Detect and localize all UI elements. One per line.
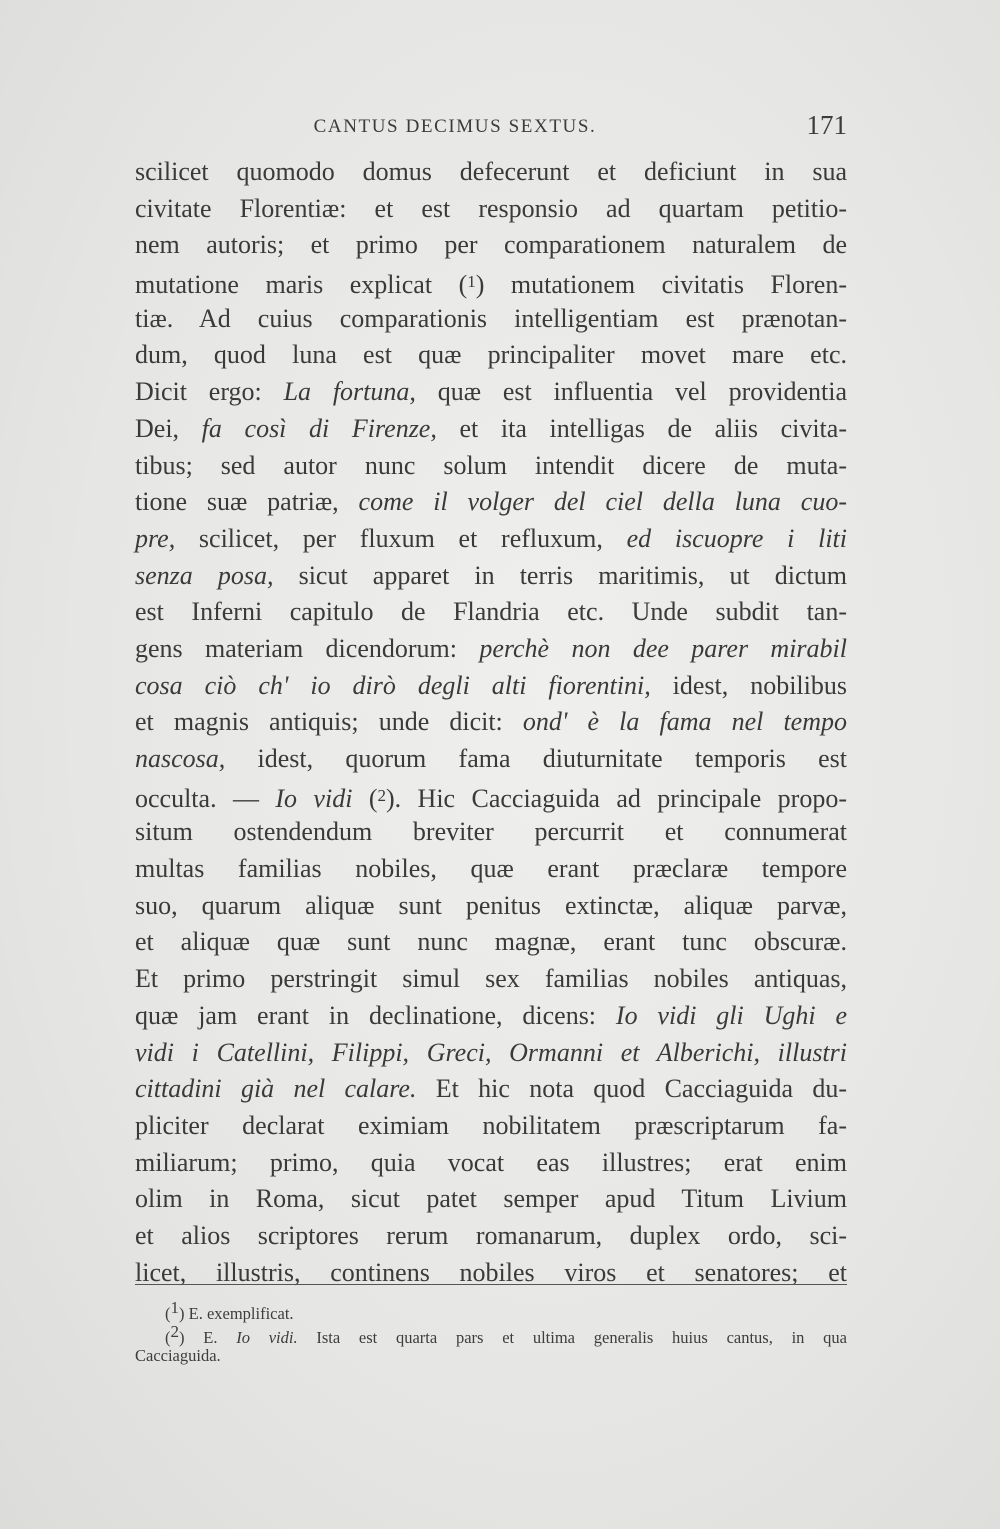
footnote-marker: 2 xyxy=(377,785,386,805)
text-run: scilicet quomodo domus defecerunt et deficiunt in sua xyxy=(135,157,847,186)
text-line-28 xyxy=(135,1145,847,1182)
text-run: tiæ. Ad cuius comparationis intelligentiam est prænotan- xyxy=(135,303,847,333)
text-run: ) E. exemplificat. xyxy=(179,1304,294,1323)
text-run: Cacciaguida. xyxy=(135,1346,221,1365)
footnote-rule xyxy=(135,1284,847,1285)
italic-quote: Io vidi. xyxy=(236,1328,298,1347)
text-run: Et hic nota quod Cacciaguida du- xyxy=(416,1074,848,1104)
italic-quote: senza posa, xyxy=(135,560,274,590)
text-line-19 xyxy=(135,814,847,851)
text-run: et alios scriptores rerum romanarum, duplex ordo, sci- xyxy=(135,1220,847,1250)
footnote-line-1 xyxy=(135,1296,847,1323)
text-line-22 xyxy=(135,924,847,961)
text-run: est Inferni capitulo de Flandria etc. Unde subdit tan- xyxy=(135,597,847,627)
text-run: quæ est influentia vel providentia xyxy=(415,377,847,407)
text-run: scilicet, per fluxum et refluxum, xyxy=(175,523,627,553)
text-run: civitate Florentiæ: et est responsio ad quartam petitio- xyxy=(135,193,847,223)
text-run: sicut apparet in terris maritimis, ut dictum xyxy=(273,560,847,590)
text-run: dum, quod luna est quæ principaliter movet mare etc. xyxy=(135,340,847,370)
footnote-marker: 1 xyxy=(170,1298,179,1317)
text-line-25 xyxy=(135,1035,847,1072)
page-number: 171 xyxy=(806,110,847,140)
text-run: suo, quarum aliquæ sunt penitus extinctæ, aliquæ parvæ, xyxy=(135,890,847,920)
italic-quote: ond' è la fama nel tempo xyxy=(522,707,847,737)
text-run: Dei, xyxy=(135,413,202,443)
text-line-7 xyxy=(135,374,847,411)
text-line-21 xyxy=(135,888,847,925)
italic-quote: Io vidi gli Ughi e xyxy=(615,1000,847,1030)
text-run: Ista est quarta pars et ultima generalis huius cantus, in qua xyxy=(297,1328,847,1347)
text-run: Et primo perstringit simul sex familias nobiles antiquas, xyxy=(135,964,847,994)
text-line-1 xyxy=(135,154,847,191)
running-title: CANTUS DECIMUS SEXTUS. xyxy=(313,116,597,137)
text-line-6 xyxy=(135,337,847,374)
text-run: ( xyxy=(352,783,378,813)
text-line-4 xyxy=(135,264,847,301)
text-line-17 xyxy=(135,741,847,778)
footnote-marker: 1 xyxy=(467,272,476,292)
italic-quote: perchè non dee parer mirabil xyxy=(479,633,847,663)
text-run: gens materiam dicendorum: xyxy=(135,633,480,663)
text-run: ). Hic Cacciaguida ad principale propo- xyxy=(385,783,847,813)
footnotes xyxy=(135,1296,847,1368)
text-run: ) mutationem civitatis Floren- xyxy=(475,270,847,300)
text-line-2 xyxy=(135,191,847,228)
italic-quote: ed iscuopre i liti xyxy=(626,523,847,553)
text-run: olim in Roma, sicut patet semper apud Titum Livium xyxy=(135,1184,847,1214)
text-run: miliarum; primo, quia vocat eas illustres; erat enim xyxy=(135,1147,847,1177)
text-run: ( xyxy=(165,1328,171,1347)
text-line-23 xyxy=(135,961,847,998)
text-line-31 xyxy=(135,1255,847,1292)
text-line-24 xyxy=(135,998,847,1035)
text-line-10 xyxy=(135,484,847,521)
text-line-5 xyxy=(135,301,847,338)
text-run: tione suæ patriæ, xyxy=(135,487,359,517)
footnote-marker: 2 xyxy=(170,1322,179,1341)
text-line-11 xyxy=(135,521,847,558)
text-line-3 xyxy=(135,227,847,264)
text-run: et ita intelligas de aliis civita- xyxy=(436,413,847,443)
text-run: ) E. xyxy=(179,1328,237,1347)
text-run: situm ostendendum breviter percurrit et connumerat xyxy=(135,817,847,847)
text-line-30 xyxy=(135,1218,847,1255)
italic-quote: pre, xyxy=(135,523,176,553)
text-line-16 xyxy=(135,704,847,741)
italic-quote: fa così di Firenze, xyxy=(201,413,437,443)
italic-quote: cosa ciò ch' io dirò degli alti fiorentini, xyxy=(135,670,651,700)
text-line-14 xyxy=(135,631,847,668)
text-run: et aliquæ quæ sunt nunc magnæ, erant tunc obscuræ. xyxy=(135,927,847,957)
italic-quote: La fortuna, xyxy=(283,377,416,407)
text-line-8 xyxy=(135,411,847,448)
text-run: quæ jam erant in declinatione, dicens: xyxy=(135,1000,616,1030)
text-run: pliciter declarat eximiam nobilitatem præscriptarum fa- xyxy=(135,1110,847,1140)
text-line-26 xyxy=(135,1071,847,1108)
text-run: Dicit ergo: xyxy=(135,377,284,407)
text-line-20 xyxy=(135,851,847,888)
text-line-15 xyxy=(135,668,847,705)
italic-quote: nascosa, xyxy=(135,744,226,773)
body-text xyxy=(135,154,847,1291)
text-run: idest, quorum fama diuturnitate temporis est xyxy=(225,744,847,773)
italic-quote: Io vidi xyxy=(275,783,353,813)
footnote-line-3 xyxy=(135,1344,847,1368)
text-run: multas familias nobiles, quæ erant præclaræ tempore xyxy=(135,854,847,884)
text-run: idest, nobilibus xyxy=(650,670,847,700)
text-run: tibus; sed autor nunc solum intendit dicere de muta- xyxy=(135,450,847,480)
text-line-13 xyxy=(135,594,847,631)
footnote-line-2 xyxy=(135,1320,847,1347)
text-run: occulta. — xyxy=(135,783,276,813)
text-run: nem autoris; et primo per comparationem naturalem de xyxy=(135,230,847,260)
text-run: et magnis antiquis; unde dicit: xyxy=(135,707,523,737)
italic-quote: come il volger del ciel della luna cuo- xyxy=(358,487,847,517)
text-line-27 xyxy=(135,1108,847,1145)
text-run: ( xyxy=(165,1304,171,1323)
italic-quote: vidi i Catellini, Filippi, Greci, Ormanni et Alberichi, illustri xyxy=(135,1037,847,1067)
text-line-29 xyxy=(135,1181,847,1218)
text-line-12 xyxy=(135,558,847,595)
text-line-18 xyxy=(135,778,847,815)
text-run: mutatione maris explicat ( xyxy=(135,270,468,300)
running-head xyxy=(135,110,847,146)
italic-quote: cittadini già nel calare. xyxy=(135,1074,417,1104)
text-line-9 xyxy=(135,448,847,485)
text-run: licet, illustris, continens nobiles viros et senatores; et xyxy=(135,1257,847,1287)
